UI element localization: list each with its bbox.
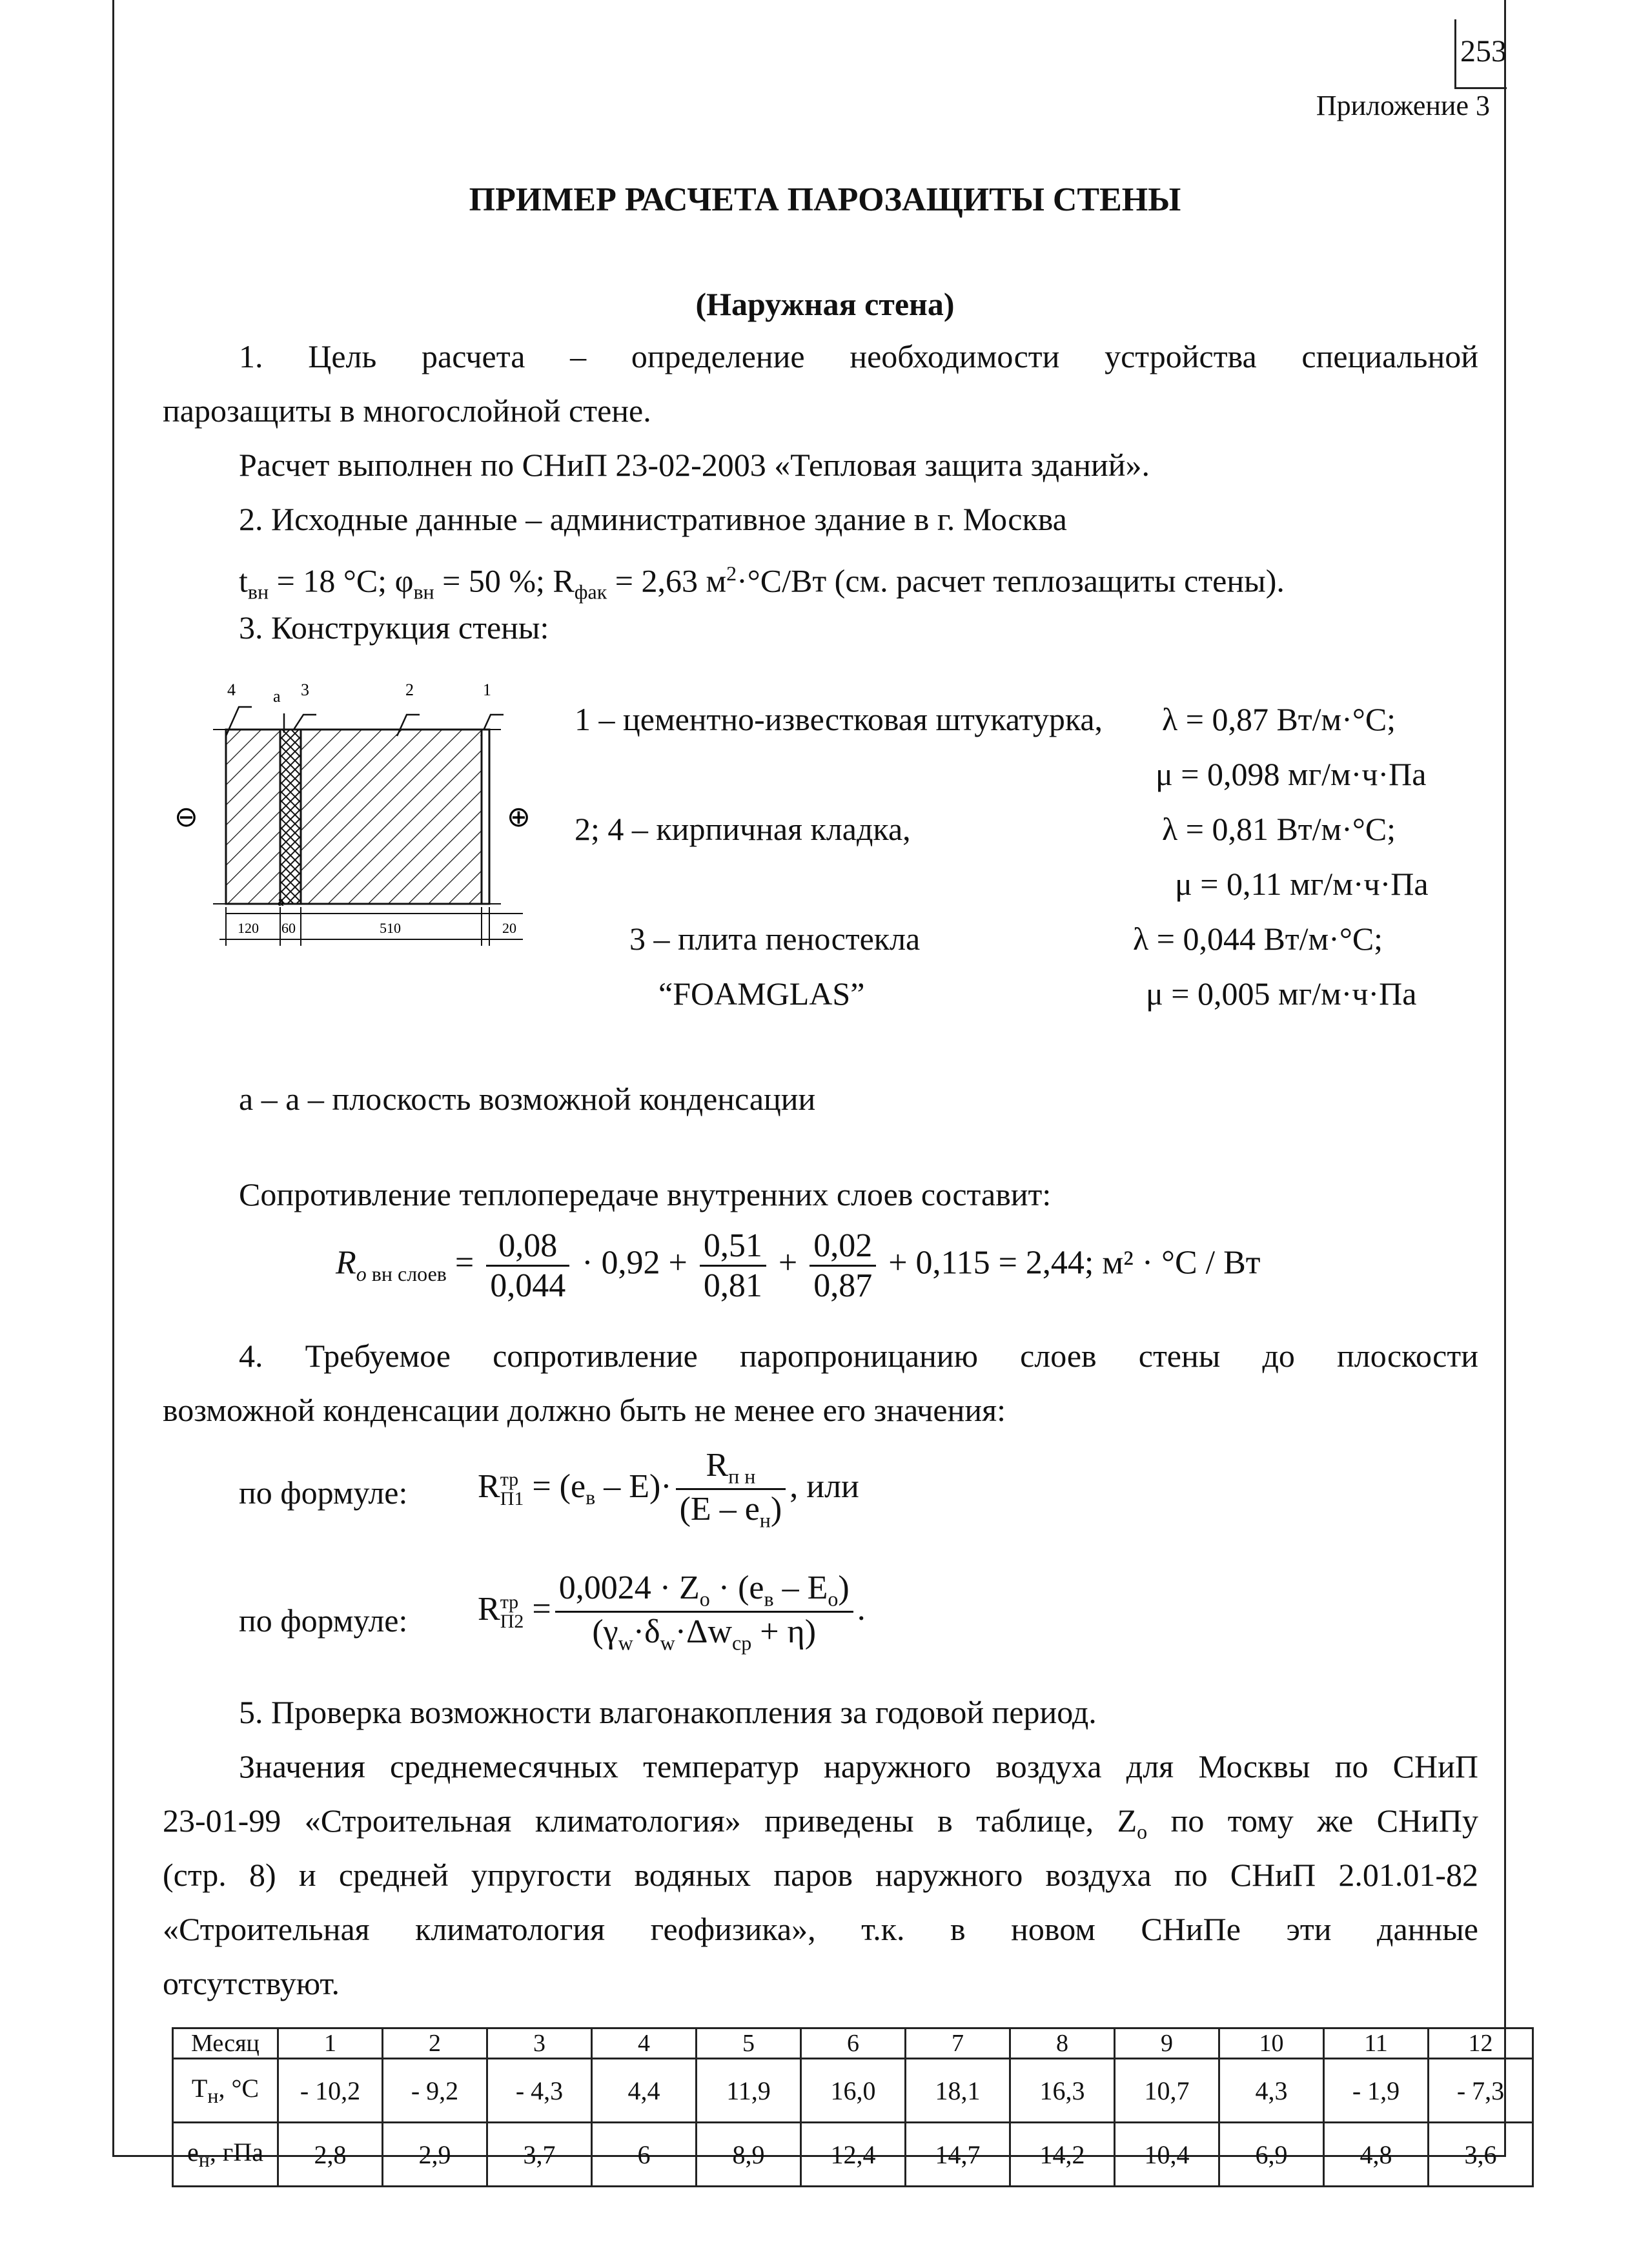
table-cell: - 1,9 <box>1324 2059 1429 2123</box>
material-3-name: 3 – плита пеностекла <box>629 921 921 957</box>
formula-r-lhs-sub: о <box>356 1262 367 1285</box>
p9-line2-c: по тому же СНиПу <box>1147 1803 1479 1839</box>
dim-20: 20 <box>502 920 516 936</box>
fraction-3 <box>810 1227 876 1305</box>
plus-sign: ⊕ <box>507 801 531 833</box>
fraction-1-den: 0,044 <box>490 1267 566 1304</box>
table-month: 3 <box>487 2028 592 2059</box>
table-cell: 6 <box>592 2123 697 2187</box>
t-sub: вн <box>247 580 269 604</box>
t-value: = 18 °С; φ <box>269 562 414 599</box>
formula-1-num: R <box>706 1447 729 1484</box>
table-cell: 16,0 <box>801 2059 906 2123</box>
table-cell: 8,9 <box>697 2123 801 2187</box>
frame-left <box>112 0 114 2156</box>
wall-diagram <box>155 675 555 985</box>
row1-sub: н <box>207 2084 219 2107</box>
table-month: 8 <box>1010 2028 1115 2059</box>
paragraph-6: Сопротивление теплопередаче внутренних слоев составит: <box>239 1176 1052 1212</box>
layer-label-4: 4 <box>227 680 236 699</box>
climate-table <box>172 2027 1534 2187</box>
formula-1-mid: = (е <box>524 1467 586 1505</box>
formula-r-eq: = <box>446 1244 483 1282</box>
condensation-plane-note <box>239 1072 815 1126</box>
formula-2-den-sub: w <box>618 1631 633 1655</box>
material-3-mu: μ = 0,005 мг/м·ч·Па <box>1146 976 1417 1012</box>
formula-r-tail: + 0,115 = 2,44; м² · °С / Вт <box>880 1244 1261 1282</box>
formula-2-den-sub2: w <box>660 1631 675 1655</box>
table-row-vapor-pressure <box>173 2123 1533 2187</box>
table-month: 12 <box>1429 2028 1533 2059</box>
table-cell: 2,9 <box>383 2123 487 2187</box>
plane-note-text: а – а – плоскость возможной конденсации <box>239 1081 816 1117</box>
table-month: 6 <box>801 2028 906 2059</box>
table-cell: 6,9 <box>1219 2123 1324 2187</box>
table-row-label <box>173 2059 278 2123</box>
table-month: 10 <box>1219 2028 1324 2059</box>
layer-label-2: 2 <box>405 680 414 699</box>
table-cell: 10,4 <box>1115 2123 1219 2187</box>
material-2-mu: μ = 0,11 мг/м·ч·Па <box>1175 866 1429 902</box>
formula-2-den-sub3: ср <box>732 1631 752 1655</box>
table-cell: 14,2 <box>1010 2123 1115 2187</box>
formula-1-lhs-sup: тр <box>500 1468 519 1490</box>
fraction-1-num: 0,08 <box>486 1227 569 1267</box>
table-month: 4 <box>592 2028 697 2059</box>
page-title: ПРИМЕР РАСЧЕТА ПАРОЗАЩИТЫ СТЕНЫ <box>469 181 1181 218</box>
formula-2-num4: ) <box>838 1569 850 1606</box>
formula-2-num-sub: о <box>699 1587 710 1611</box>
r-sup: 2 <box>726 562 737 585</box>
formula-2-lhs-sub: П2 <box>500 1610 524 1632</box>
formula-1-lhs: R <box>478 1467 500 1505</box>
table-cell: - 10,2 <box>278 2059 383 2123</box>
paragraph-9-line-1: Значения среднемесячных температур наружного воздуха для Москвы по СНиП <box>239 1748 1478 1784</box>
table-row-temperature <box>173 2059 1533 2123</box>
table-month: 2 <box>383 2028 487 2059</box>
page-number: 253 <box>1460 34 1507 68</box>
paragraph-1-line-2: парозащиты в многослойной стене. <box>163 393 651 429</box>
formula-2 <box>478 1569 866 1655</box>
formula-2-fraction <box>555 1569 853 1655</box>
formula-1-tail: , или <box>789 1467 859 1505</box>
paragraph-2: Расчет выполнен по СНиП 23-02-2003 «Тепловая защита зданий». <box>239 447 1150 483</box>
table-month: 1 <box>278 2028 383 2059</box>
formula-1-den-sub: н <box>759 1508 771 1532</box>
layer-label-1: 1 <box>483 680 491 699</box>
material-2-name: 2; 4 – кирпичная кладка, <box>575 811 911 847</box>
formula-1-fraction <box>676 1446 786 1533</box>
material-1-lambda: λ = 0,87 Вт/м·°С; <box>1162 701 1396 737</box>
table-cell: 4,8 <box>1324 2123 1429 2187</box>
table-cell: - 9,2 <box>383 2059 487 2123</box>
phi-sub: вн <box>413 580 434 604</box>
page-subtitle: (Наружная стена) <box>695 286 955 322</box>
table-month: 5 <box>697 2028 801 2059</box>
formula-1-den: (E – е <box>679 1491 760 1528</box>
formula-2-label: по формуле: <box>239 1602 408 1639</box>
appendix-label: Приложение 3 <box>1316 90 1490 121</box>
fraction-2-den: 0,81 <box>703 1267 762 1304</box>
formula-2-num: 0,0024 · Z <box>558 1569 700 1606</box>
r-sub: фак <box>574 580 607 604</box>
formula-r-lhs-sub2: вн слоев <box>366 1262 447 1285</box>
table-cell: 3,7 <box>487 2123 592 2187</box>
fraction-3-den: 0,87 <box>813 1267 873 1304</box>
row1-unit: , °С <box>218 2074 260 2103</box>
material-3-name-2: “FOAMGLAS” <box>658 976 865 1012</box>
table-month: 9 <box>1115 2028 1219 2059</box>
material-1-mu: μ = 0,098 мг/м·ч·Па <box>1156 756 1427 792</box>
table-cell: 14,7 <box>906 2123 1010 2187</box>
formula-1-lhs-sub: П1 <box>500 1487 524 1509</box>
row1-label: Т <box>191 2074 208 2103</box>
table-cell: 18,1 <box>906 2059 1010 2123</box>
table-header-label: Месяц <box>173 2028 278 2059</box>
paragraph-4: 3. Конструкция стены: <box>239 609 549 646</box>
dim-120: 120 <box>238 920 259 936</box>
table-cell: - 4,3 <box>487 2059 592 2123</box>
formula-2-num2: · (е <box>709 1569 764 1606</box>
formula-2-den: (γ <box>592 1613 618 1651</box>
p9-line2-sub: о <box>1137 1820 1148 1843</box>
formula-2-num-sub2: в <box>764 1587 774 1611</box>
table-cell: - 7,3 <box>1429 2059 1533 2123</box>
table-row-label <box>173 2123 278 2187</box>
r-tail: ·°С/Вт (см. расчет теплозащиты стены). <box>737 562 1285 599</box>
fraction-2 <box>700 1227 766 1305</box>
t-symbol: t <box>239 562 248 599</box>
paragraph-9-line-5: отсутствуют. <box>163 1965 340 2001</box>
paragraph-9-line-4: «Строительная климатология геофизика», т.к. в новом СНиПе эти данные <box>163 1911 1478 1947</box>
p9-line2-a: 23-01-99 «Строительная климатология» приведены в таблице, Z <box>163 1803 1137 1839</box>
table-cell: 2,8 <box>278 2123 383 2187</box>
material-1-name: 1 – цементно-известковая штукатурка, <box>575 701 1103 737</box>
minus-sign: ⊖ <box>174 801 198 833</box>
table-month: 7 <box>906 2028 1010 2059</box>
paragraph-8: 5. Проверка возможности влагонакопления за годовой период. <box>239 1694 1097 1730</box>
formula-2-den3: ·Δw <box>675 1613 732 1651</box>
row2-label: е <box>187 2138 199 2167</box>
material-3-lambda: λ = 0,044 Вт/м·°С; <box>1133 921 1383 957</box>
paragraph-9-line-3: (стр. 8) и средней упругости водяных паров наружного воздуха по СНиП 2.01.01-82 <box>163 1857 1478 1893</box>
table-cell: 3,6 <box>1429 2123 1533 2187</box>
r-value: = 2,63 м <box>607 562 727 599</box>
phi-value: = 50 %; R <box>434 562 575 599</box>
formula-1-mid-sub: в <box>586 1486 596 1509</box>
formula-r-inner-layers <box>336 1227 1261 1305</box>
table-header-row <box>173 2028 1533 2059</box>
formula-1-label: по формуле: <box>239 1475 408 1511</box>
formula-r-plus: + <box>769 1244 806 1282</box>
formula-1-mid2: – E)· <box>595 1467 672 1505</box>
formula-2-lhs-sup: тр <box>500 1591 519 1613</box>
formula-1 <box>478 1446 859 1533</box>
formula-r-mult: · 0,92 + <box>573 1244 696 1282</box>
formula-2-num3: – E <box>773 1569 828 1606</box>
formula-2-num-sub3: о <box>828 1587 839 1611</box>
paragraph-1-line-1: 1. Цель расчета – определение необходимости устройства специальной <box>239 338 1478 374</box>
table-cell: 4,4 <box>592 2059 697 2123</box>
table-month: 11 <box>1324 2028 1429 2059</box>
dim-60: 60 <box>281 920 296 936</box>
table-cell: 11,9 <box>697 2059 801 2123</box>
fraction-2-num: 0,51 <box>700 1227 766 1267</box>
layer-label-3: 3 <box>301 680 309 699</box>
fraction-3-num: 0,02 <box>810 1227 876 1267</box>
formula-2-den2: ·δ <box>633 1613 660 1651</box>
material-2-lambda: λ = 0,81 Вт/м·°С; <box>1162 811 1396 847</box>
table-cell: 10,7 <box>1115 2059 1219 2123</box>
formula-1-num-sub: п н <box>728 1464 756 1488</box>
frame-right <box>1504 0 1506 2156</box>
plane-label-top: а <box>273 687 281 706</box>
formula-2-tail: . <box>857 1590 866 1628</box>
fraction-1 <box>486 1227 569 1305</box>
plane-label-bottom: а <box>278 893 284 909</box>
row2-unit: , гПа <box>209 2138 263 2167</box>
table-cell: 4,3 <box>1219 2059 1324 2123</box>
dim-510: 510 <box>380 920 401 936</box>
paragraph-3: 2. Исходные данные – административное здание в г. Москва <box>239 501 1067 537</box>
table-cell: 12,4 <box>801 2123 906 2187</box>
paragraph-7-line-2: возможной конденсации должно быть не менее его значения: <box>163 1392 1006 1428</box>
paragraph-7-line-1: 4. Требуемое сопротивление паропроницанию слоев стены до плоскости <box>239 1338 1478 1374</box>
table-cell: 16,3 <box>1010 2059 1115 2123</box>
formula-2-lhs: R <box>478 1590 500 1628</box>
formula-2-eq: = <box>524 1590 551 1628</box>
formula-1-den-tail: ) <box>770 1491 782 1528</box>
row2-sub: н <box>198 2148 210 2171</box>
formula-r-lhs: R <box>336 1244 356 1282</box>
formula-2-den4: + η) <box>751 1613 817 1651</box>
